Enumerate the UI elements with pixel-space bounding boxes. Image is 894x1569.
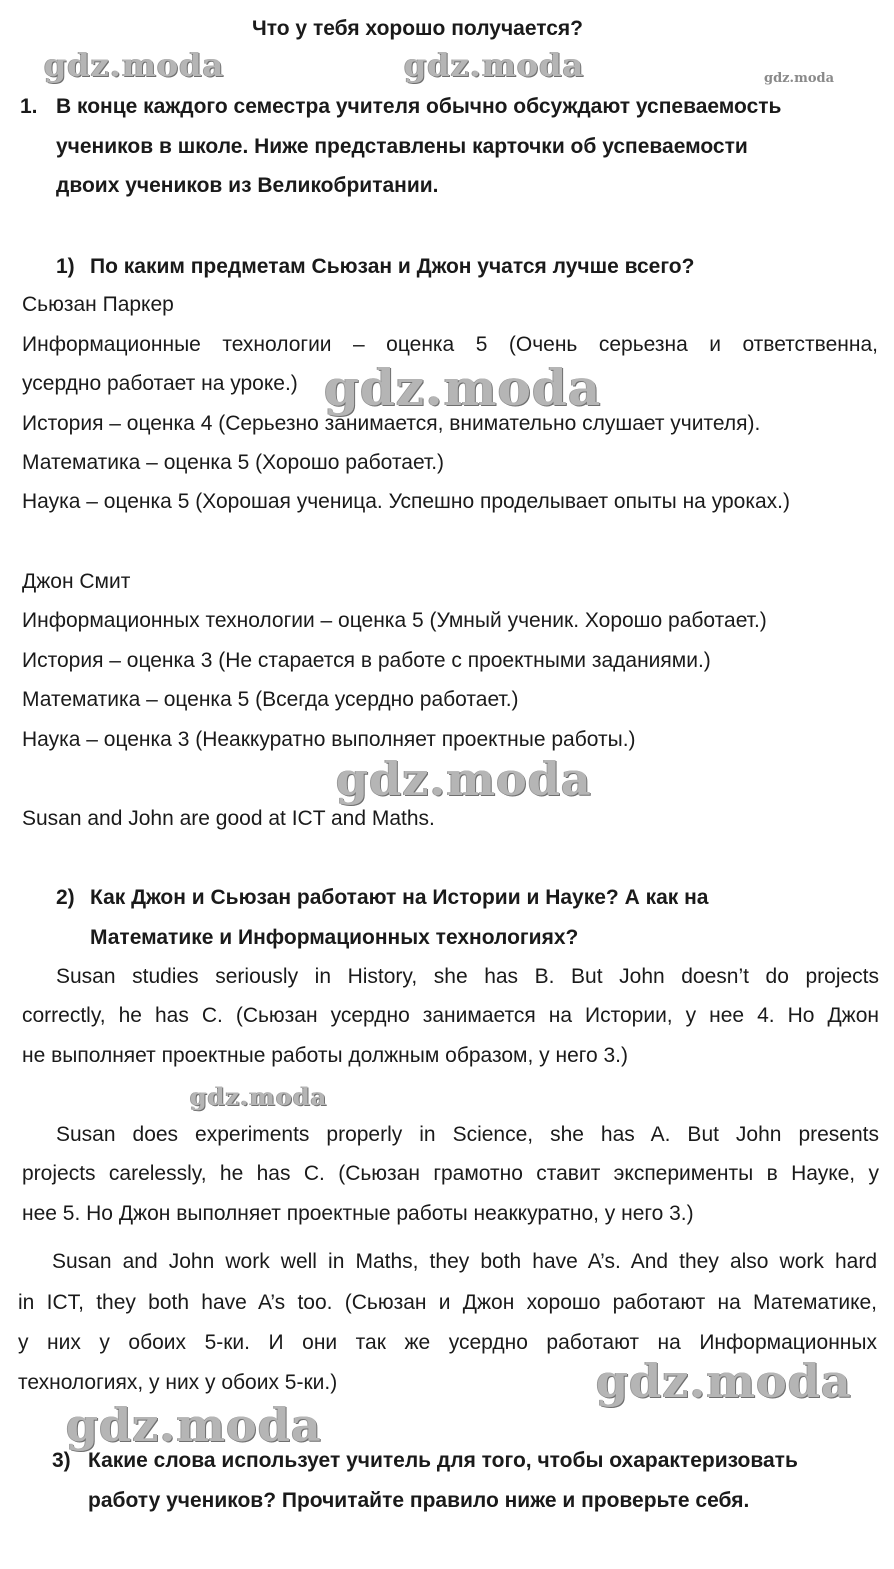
- question-title: Как Джон и Сьюзан работают на Истории и Науке? А как на: [90, 886, 709, 909]
- task-intro-line: учеников в школе. Ниже представлены карточки об успеваемости: [56, 135, 748, 158]
- question-title: Математике и Информационных технологиях?: [90, 926, 579, 949]
- report-line: История – оценка 3 (Не старается в работе с проектными заданиями.): [22, 649, 711, 672]
- watermark: gdz.moda: [66, 1398, 322, 1452]
- answer-line: Susan studies seriously in History, she has B. But John doesn’t do projects: [56, 965, 879, 988]
- answer-line: in ICT, they both have A’s too. (Сьюзан и Джон хорошо работают на Математике,: [18, 1291, 877, 1314]
- question-number: 2): [56, 886, 75, 909]
- question-title: работу учеников? Прочитайте правило ниже и проверьте себя.: [88, 1489, 750, 1512]
- answer-line: correctly, he has C. (Сьюзан усердно занимается на Истории, у нее 4. Но Джон: [22, 1004, 879, 1027]
- page-title: Что у тебя хорошо получается?: [252, 17, 583, 40]
- watermark: gdz.moda: [324, 358, 602, 417]
- answer-line: технологиях, у них у обоих 5-ки.): [18, 1371, 338, 1394]
- report-line: Информационных технологии – оценка 5 (Умный ученик. Хорошо работает.): [22, 609, 767, 632]
- report-line: усердно работает на уроке.): [22, 372, 298, 395]
- watermark: gdz.moda: [404, 46, 585, 84]
- answer-line: projects carelessly, he has C. (Сьюзан грамотно ставит эксперименты в Науке, у: [22, 1162, 879, 1185]
- watermark: gdz.moda: [190, 1082, 328, 1111]
- answer-line: Susan does experiments properly in Science, she has A. But John presents: [56, 1123, 879, 1146]
- report-line: Математика – оценка 5 (Всегда усердно работает.): [22, 688, 519, 711]
- report-line: Математика – оценка 5 (Хорошо работает.): [22, 451, 445, 474]
- watermark: gdz.moda: [764, 71, 835, 86]
- question-title: Какие слова использует учитель для того, чтобы охарактеризовать: [88, 1449, 798, 1472]
- question-number: 3): [52, 1449, 71, 1472]
- answer-line: не выполняет проектные работы должным образом, у него 3.): [22, 1044, 628, 1067]
- report-line: Информационные технологии – оценка 5 (Очень серьезна и ответственна,: [22, 333, 878, 356]
- answer-text: Susan and John are good at ICT and Maths.: [22, 807, 435, 830]
- answer-line: Susan and John work well in Maths, they both have A’s. And they also work hard: [52, 1250, 877, 1273]
- task-number: 1.: [20, 95, 38, 118]
- task-intro-line: В конце каждого семестра учителя обычно обсуждают успеваемость: [56, 95, 782, 118]
- answer-line: у них у обоих 5-ки. И они так же усердно работают на Информационных: [18, 1331, 877, 1354]
- report-line: Наука – оценка 5 (Хорошая ученица. Успешно проделывает опыты на уроках.): [22, 490, 790, 513]
- watermark: gdz.moda: [44, 46, 225, 84]
- student-name: Сьюзан Паркер: [22, 293, 174, 316]
- student-name: Джон Смит: [22, 570, 131, 593]
- question-title: По каким предметам Сьюзан и Джон учатся лучше всего?: [90, 255, 695, 278]
- report-line: Наука – оценка 3 (Неаккуратно выполняет проектные работы.): [22, 728, 636, 751]
- task-intro-line: двоих учеников из Великобритании.: [56, 174, 439, 197]
- answer-line: нее 5. Но Джон выполняет проектные работы неаккуратно, у него 3.): [22, 1202, 694, 1225]
- watermark: gdz.moda: [336, 752, 592, 806]
- watermark: gdz.moda: [596, 1354, 852, 1408]
- question-number: 1): [56, 255, 75, 278]
- report-line: История – оценка 4 (Серьезно занимается, внимательно слушает учителя).: [22, 412, 761, 435]
